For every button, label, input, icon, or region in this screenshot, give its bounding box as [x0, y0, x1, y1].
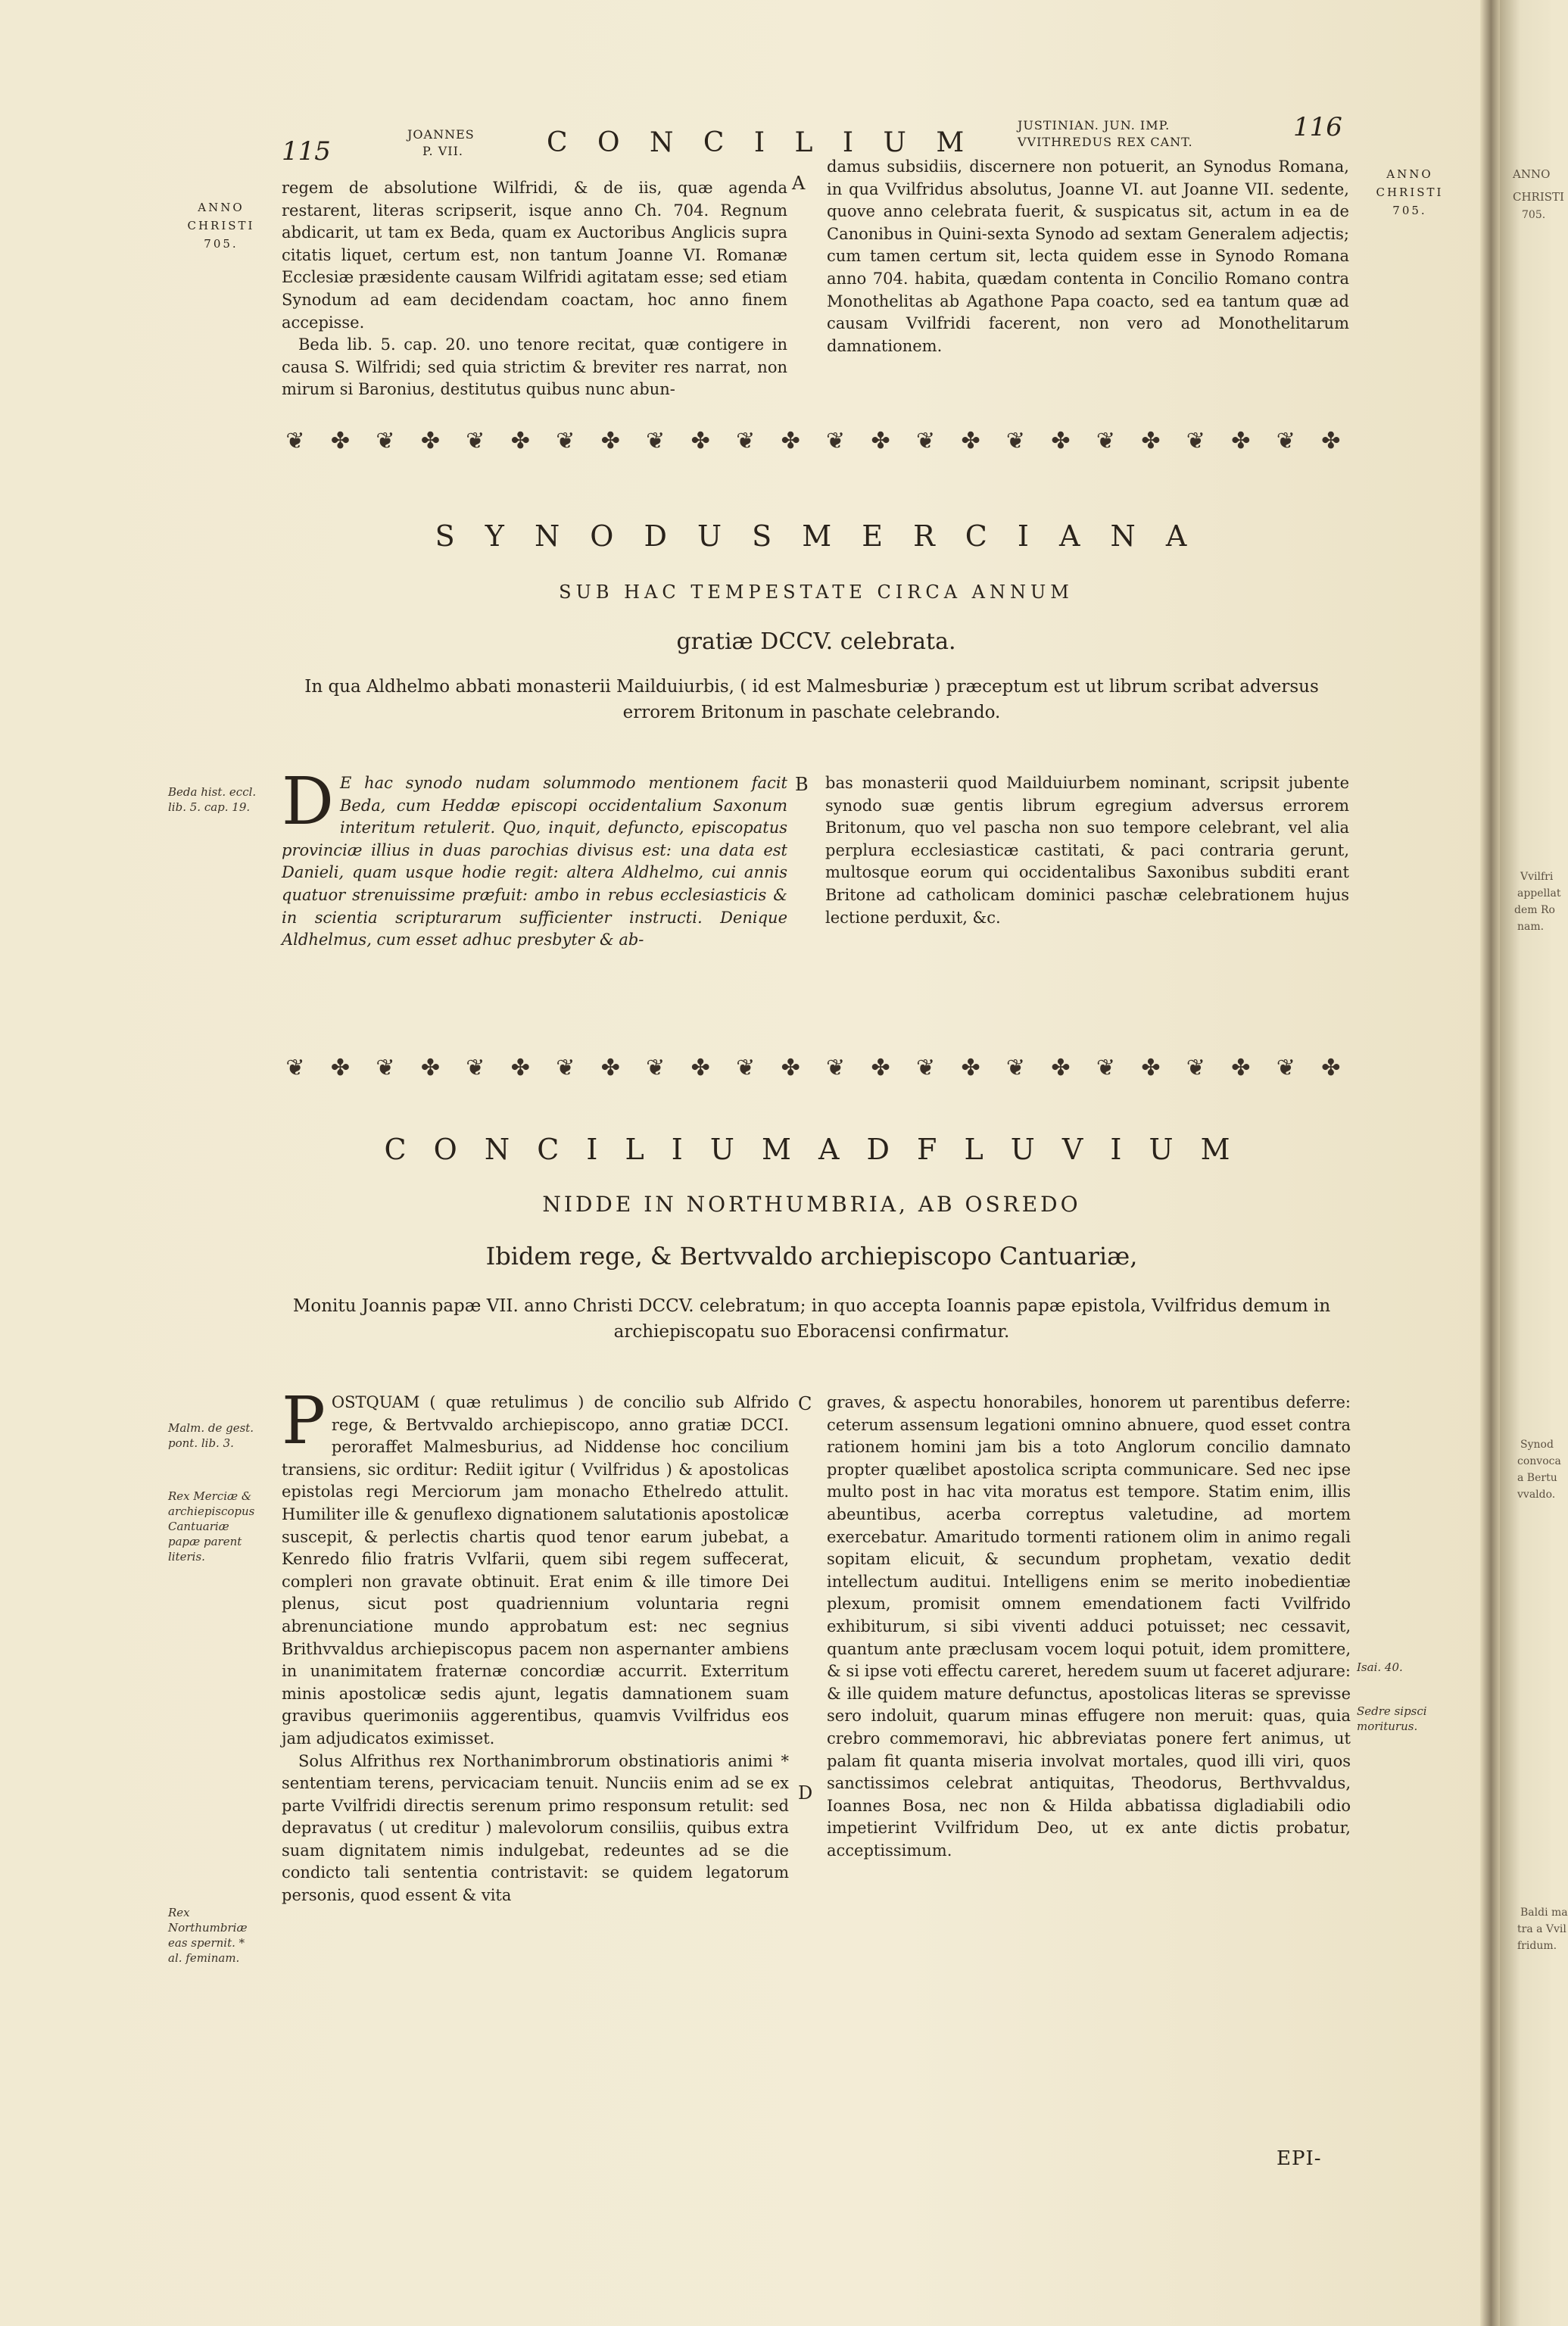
synodus-left-column: D E hac synodo nudam solummodo mentionem facit Beda, cum Heddæ episcopi occidentalium Saxonum interitum retulerit. Quo, inquit, defuncto, episcopatus provinciæ illius in duas parochias divisus est: una data est Danieli, quam usque hodie regit: altera Aldhelmo, cui annis quatuor strenuissime præfuit: ambo in rebus ecclesiasticis & in scientia scripturarum sufficienter instructi. Denique Aldhelmus, cum esset adhuc presbyter & ab-	[282, 764, 787, 949]
header-vuithredus: VVITHREDUS REX CANT.	[1018, 135, 1193, 149]
ornament-band: ❦ ✤ ❦ ✤ ❦ ✤ ❦ ✤ ❦ ✤ ❦ ✤ ❦ ✤ ❦ ✤ ❦ ✤ ❦ ✤ ❦ ✤ ❦ ✤	[285, 1055, 1341, 1081]
concilium-left-column: POSTQUAM ( quæ retulimus ) de concilio sub Alfrido rege, & Bertvvaldo archiepiscopo, anno gratiæ DCCI. peroraffet Malmesburius, ad Niddense hoc concilium transiens, sic orditur: Rediit igitur ( Vvilfridus ) & apostolicas epistolas regi Merciorum jam monacho Ethelredo attulit. Humiliter ille & genuflexo dignationem salutationis apostolicæ suscepit, & perlectis chartis quod tenor earum jubebat, a Kenredo filio fratris Vvlfarii, quem sibi regem suffecerat, compleri non gravate obtinuit. Erat enim & ille timore Dei plenus, sicut post quadriennium voluntaria regni abrenunciatione mundo approbatum est: nec segnius Brithvvaldus archiepiscopus pacem non aspernanter ambiens in unanimitatem fraternæ concordiæ accurrit. Exterritum minis apostolicæ sedis ajunt, legatis damnationem suam gravibus querimoniis aggerentibus, quamvis Vvilfridus eos jam adjudicatos eximisset. Solus Alfrithus rex Northanimbrorum obstinatioris animi * sententiam terens, pervicaciam tenuit. Nunciis enim ad se ex parte Vvilfridi directis serenum primo responsum retulit: sed depravatus ( ut creditur ) malevolorum consiliis, quibus extra suam dignitatem nimis indulgebat, redeuntes ad se die condicto tali sententia contristavit: se quidem legatorum personis, quod essent & vita	[282, 1383, 789, 1905]
margin-note-sedre: Sedre sipsci moriturus.	[1357, 1704, 1427, 1733]
edge-note: nam.	[1517, 921, 1545, 933]
synodus-intro: In qua Aldhelmo abbati monasterii Mailduiurbis, ( id est Malmesburiæ ) præceptum est ut librum scribat adversus errorem Britonum in paschate celebrando.	[304, 677, 1319, 722]
header-joannes: JOANNES	[407, 127, 475, 142]
margin-note-beda: Beda hist. eccl. lib. 5. cap. 19.	[168, 785, 257, 814]
ornament-band: ❦ ✤ ❦ ✤ ❦ ✤ ❦ ✤ ❦ ✤ ❦ ✤ ❦ ✤ ❦ ✤ ❦ ✤ ❦ ✤ ❦ ✤ ❦ ✤	[285, 428, 1341, 454]
section-letter-a: A	[792, 173, 806, 194]
synodus-title: S Y N O D U S M E R C I A N A	[435, 519, 1198, 553]
edge-note: a Bertu	[1517, 1472, 1557, 1484]
drop-cap-d: D	[282, 764, 334, 840]
top-right-column: damus subsidiis, discernere non potuerit, an Synodus Romana, in qua Vvilfridus absolutus, Joanne VI. aut Joanne VII. sedente, quove anno celebrata fuerit, & suspicatus sit, actum in ea de Canonibus in Quini-sexta Synodo ad sextam Generalem adjectis; cum tamen certum sit, lecta quidem esse in Synodo Romana anno 704. habita, quædam contenta in Concilio Romano contra Monothelitas ab Agathone Papa coacto, sed ea tantum quæ ad causam Vvilfridi facerent, non vero ad Monothelitarum damnationem.	[827, 157, 1349, 355]
edge-year: 705.	[1522, 209, 1546, 221]
edge-note: Vvilfri	[1520, 871, 1554, 883]
edge-anno: ANNO	[1513, 167, 1551, 181]
header-pope: P. VII.	[422, 144, 463, 158]
drop-cap-p: P	[282, 1383, 326, 1459]
edge-note: appellat	[1517, 887, 1561, 900]
edge-note: convoca	[1517, 1455, 1561, 1467]
synodus-subtitle: SUB HAC TEMPESTATE CIRCA ANNUM	[559, 582, 1074, 603]
margin-note-malm: Malm. de gest. pont. lib. 3.	[168, 1421, 254, 1450]
margin-note-rex-merciae: Rex Merciæ & archiepiscopus Cantuariæ papæ parent literis.	[168, 1489, 255, 1564]
section-letter-c: C	[798, 1393, 812, 1414]
anno-marker-left: ANNO CHRISTI 705.	[187, 201, 255, 251]
edge-note: vvaldo.	[1517, 1489, 1556, 1501]
concilium-intro: Monitu Joannis papæ VII. anno Christi DCCV. celebratum; in quo accepta Ioannis papæ epistola, Vvilfridus demum in archiepiscopatu suo Eboracensi confirmatur.	[292, 1296, 1331, 1342]
catchword: EPI-	[1277, 2147, 1322, 2170]
concilium-subtitle-2: Ibidem rege, & Bertvvaldo archiepiscopo Cantuariæ,	[485, 1242, 1138, 1271]
page-number-left: 115	[282, 136, 331, 167]
top-left-column: regem de absolutione Wilfridi, & de iis, quæ agenda restarent, literas scripserit, isque anno Ch. 704. Regnum abdicarit, ut tam ex Beda, quam ex Auctoribus Anglicis supra citatis liquet, certum est, non tantum Joanne VI. Romanæ Ecclesiæ præsidente causam Wilfridi agitatam esse; sed etiam Synodum ad eam decidendam coactam, hoc anno finem accepisse. Beda lib. 5. cap. 20. uno tenore recitat, quæ contigere in causa S. Wilfridi; sed quia strictim & breviter res narrat, non mirum si Baronius, destitutus quibus nunc abun-	[282, 179, 787, 399]
edge-note: dem Ro	[1514, 904, 1555, 916]
edge-christi: CHRISTI	[1513, 190, 1564, 204]
anno-marker-right: ANNO CHRISTI 705.	[1376, 167, 1444, 217]
section-letter-b: B	[795, 774, 809, 795]
margin-note-rex-northumbriae: Rex Northumbriæ eas spernit. * al. feminam.	[168, 1906, 248, 1965]
synodus-subtitle-2: gratiæ DCCV. celebrata.	[676, 628, 956, 655]
page-number-right: 116	[1293, 112, 1342, 142]
concilium-title: C O N C I L I U M A D F L U V I U M	[384, 1133, 1239, 1166]
book-spine	[1480, 0, 1500, 2326]
edge-note: fridum.	[1517, 1940, 1557, 1952]
edge-note: tra a Vvil	[1517, 1923, 1566, 1935]
next-page-edge	[1500, 0, 1554, 2326]
concilium-subtitle: NIDDE IN NORTHUMBRIA, AB OSREDO	[542, 1192, 1081, 1217]
edge-note: Baldi ma	[1520, 1907, 1568, 1919]
section-letter-d: D	[798, 1782, 813, 1804]
header-justinian: JUSTINIAN. JUN. IMP.	[1018, 118, 1171, 133]
edge-note: Synod	[1520, 1439, 1554, 1451]
concilium-right-column: graves, & aspectu honorabiles, honorem ut parentibus deferre: ceterum assensum legationi omnino abnuere, quod esset contra rationem homini jam bis a toto Anglorum concilio damnato propter quælibet apostolica scripta communicare. Sed nec ipse multo post in hac vita moratus est tempore. Statim enim, illis abeuntibus, acerba correptus valetudine, ad mortem exercebatur. Amaritudo tormenti rationem olim in animo regali sopitam elicuit, & secundum prophetam, vexatio dedit intellectum auditui. Intelligens enim se merito inobedientiæ plexum, promisit omnem emendationem facti Vvilfrido exhibiturum, si sibi viventi adduci potuisset; nec cessavit, quantum ante præclusam vocem loqui potuit, idem promittere, & si ipse voti effectu careret, heredem suum ut faceret adjurare: & ille quidem mature defunctus, apostolicas literas se sprevisse sero indoluit, quarum minas effugere non meruit: quas, quia crebro commemoravi, hic abbreviatas ponere fert animus, ut palam fit quanta miseria involvat mortales, quod illi viri, quos sanctissimos celebrat antiquitas, Theodorus, Berthvvaldus, Ioannes Bosa, nec non & Hilda abbatissa digladiabili odio impetierint Vvilfridum Deo, ut ex ante dictis probatur, acceptissimum.	[827, 1393, 1351, 1860]
margin-note-isai: Isai. 40.	[1357, 1660, 1403, 1674]
header-title: C O N C I L I U M	[547, 127, 975, 158]
synodus-right-column: bas monasterii quod Mailduiurbem nominant, scripsit jubente synodo suæ gentis librum egregium adversus errorem Britonum, quo vel pascha non suo tempore celebrant, vel alia perplura ecclesiasticæ castitati, & paci contraria gerunt, multosque eorum qui occidentalibus Saxonibus subditi erant Britone ad catholicam dominici paschæ celebrationem hujus lectione perduxit, &c.	[825, 774, 1349, 927]
